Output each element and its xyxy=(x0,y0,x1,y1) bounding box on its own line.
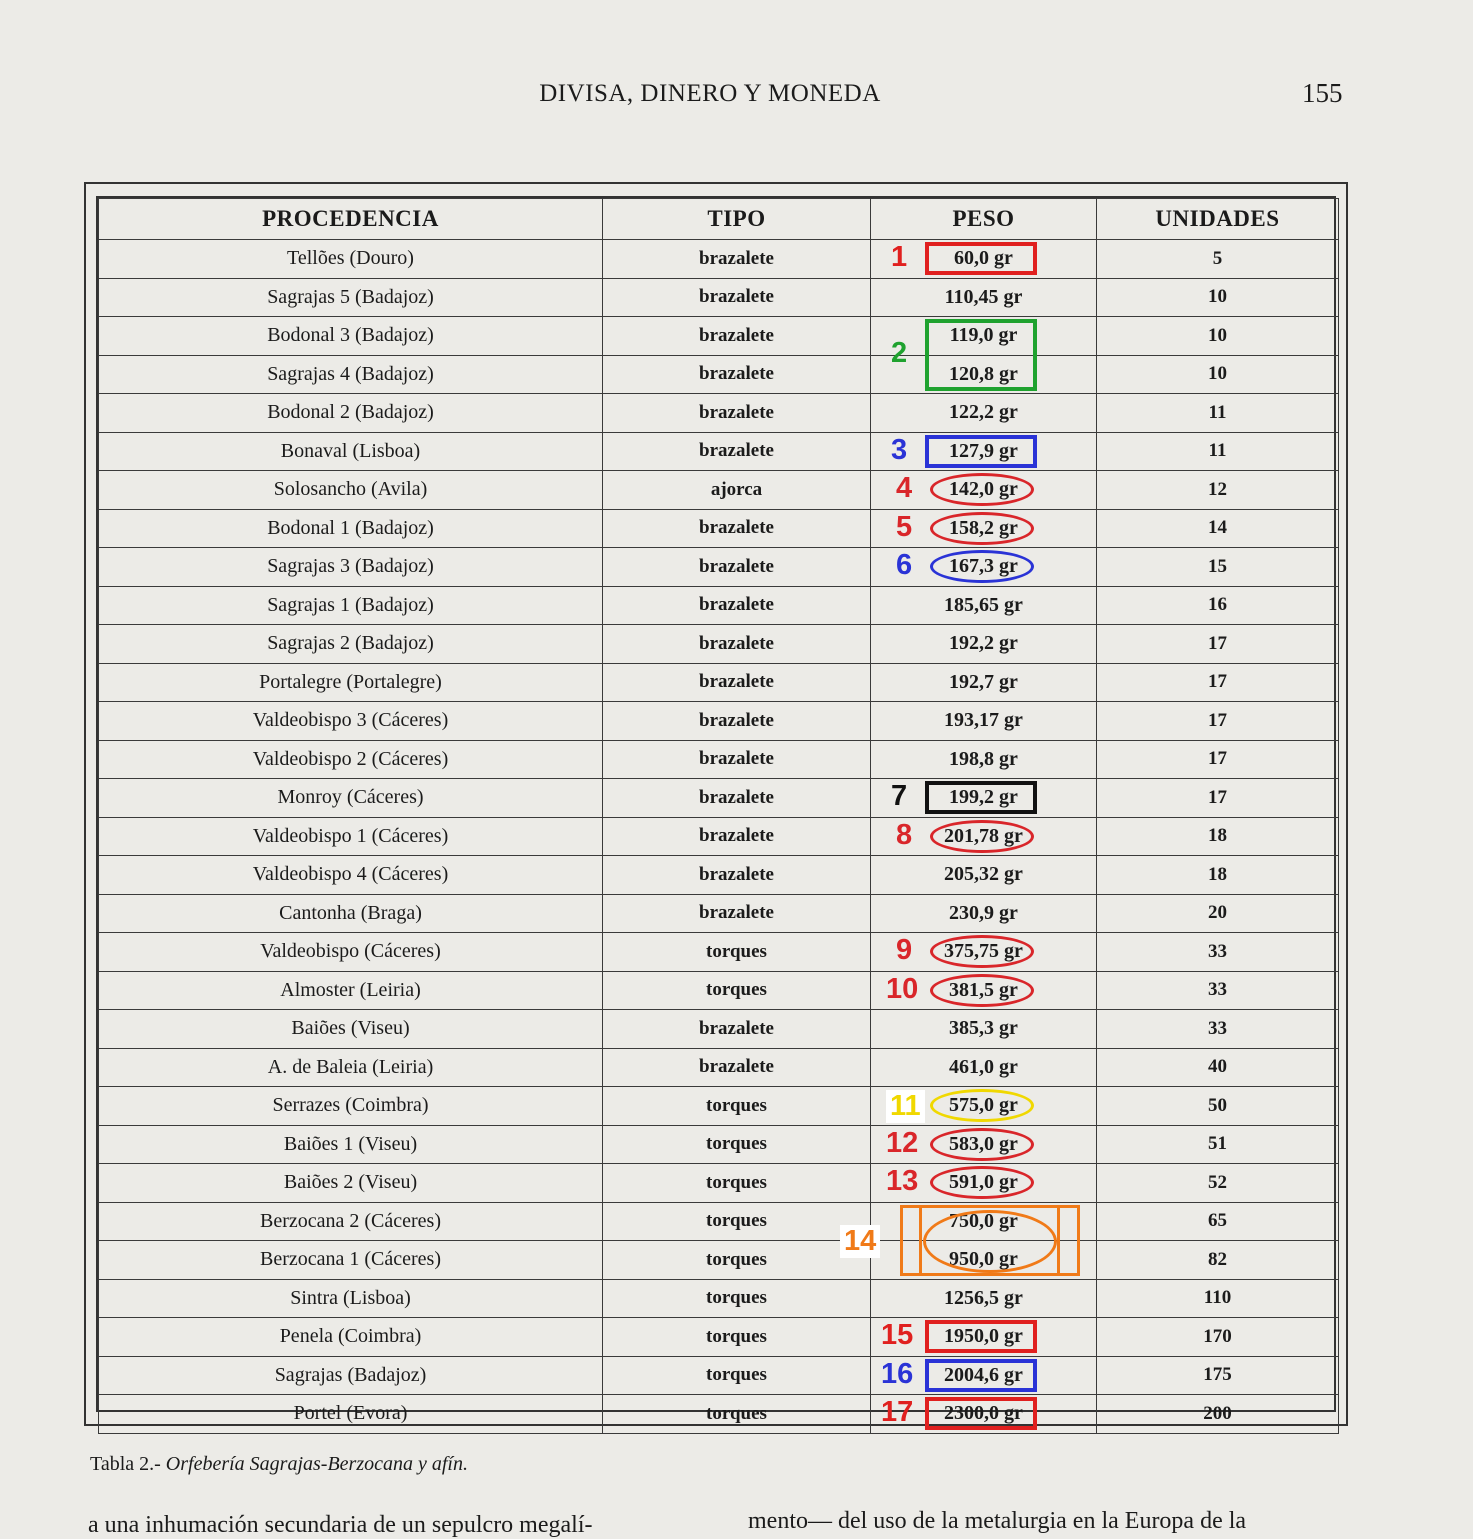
annotation-number: 7 xyxy=(891,779,908,812)
table-row xyxy=(99,355,1339,394)
cell-procedencia: Sagrajas 5 (Badajoz) xyxy=(99,278,603,317)
cell-procedencia: Baiões 1 (Viseu) xyxy=(99,1125,603,1164)
cell-unidades: 15 xyxy=(1097,548,1339,587)
annotation-number: 4 xyxy=(896,471,913,504)
cell-procedencia: Sagrajas 4 (Badajoz) xyxy=(99,355,603,394)
cell-unidades: 175 xyxy=(1097,1356,1339,1395)
cell-tipo: torques xyxy=(603,1241,871,1280)
cell-unidades: 40 xyxy=(1097,1048,1339,1087)
annotation-number: 1 xyxy=(891,240,908,273)
caption-text: Orfebería Sagrajas-Berzocana y afín. xyxy=(165,1453,468,1475)
cell-tipo: torques xyxy=(603,1279,871,1318)
annotation-number: 6 xyxy=(896,548,913,581)
cell-unidades: 17 xyxy=(1097,625,1339,664)
cell-procedencia: Bonaval (Lisboa) xyxy=(99,432,603,471)
table-row xyxy=(99,663,1339,702)
cell-tipo: brazalete xyxy=(603,702,871,741)
table-row xyxy=(99,432,1339,471)
cell-peso: 120,8 gr xyxy=(871,355,1097,394)
annotation-number: 13 xyxy=(886,1164,919,1197)
cell-unidades: 5 xyxy=(1097,240,1339,279)
body-text-left: a una inhumación secundaria de un sepulcro megalí- xyxy=(88,1512,593,1538)
table-body xyxy=(99,240,1339,1434)
cell-tipo: brazalete xyxy=(603,779,871,818)
cell-peso: 122,2 gr xyxy=(871,394,1097,433)
cell-tipo: torques xyxy=(603,971,871,1010)
cell-peso: 1950,0 gr xyxy=(871,1318,1097,1357)
cell-procedencia: Valdeobispo 3 (Cáceres) xyxy=(99,702,603,741)
cell-unidades: 82 xyxy=(1097,1241,1339,1280)
cell-procedencia: Monroy (Cáceres) xyxy=(99,779,603,818)
cell-unidades: 17 xyxy=(1097,740,1339,779)
cell-procedencia: Sagrajas 3 (Badajoz) xyxy=(99,548,603,587)
table-row xyxy=(99,317,1339,356)
cell-unidades: 200 xyxy=(1097,1395,1339,1434)
cell-procedencia: Sagrajas 2 (Badajoz) xyxy=(99,625,603,664)
header-unidades: UNIDADES xyxy=(1097,199,1339,240)
table-row xyxy=(99,278,1339,317)
cell-peso: 201,78 gr xyxy=(871,817,1097,856)
cell-tipo: brazalete xyxy=(603,817,871,856)
table-row xyxy=(99,702,1339,741)
annotation-number: 9 xyxy=(896,933,913,966)
page-number: 155 xyxy=(1302,78,1343,108)
table-row xyxy=(99,971,1339,1010)
cell-unidades: 10 xyxy=(1097,355,1339,394)
table-row xyxy=(99,779,1339,818)
annotation-number: 2 xyxy=(891,337,908,369)
cell-peso: 119,0 gr xyxy=(871,317,1097,356)
table-row xyxy=(99,933,1339,972)
cell-procedencia: Almoster (Leiria) xyxy=(99,971,603,1010)
cell-peso: 167,3 gr xyxy=(871,548,1097,587)
cell-peso: 193,17 gr xyxy=(871,702,1097,741)
cell-unidades: 33 xyxy=(1097,1010,1339,1049)
cell-procedencia: Valdeobispo (Cáceres) xyxy=(99,933,603,972)
cell-unidades: 14 xyxy=(1097,509,1339,548)
table-row xyxy=(99,894,1339,933)
cell-tipo: brazalete xyxy=(603,394,871,433)
table-row xyxy=(99,586,1339,625)
annotation-number: 17 xyxy=(881,1395,914,1428)
cell-tipo: brazalete xyxy=(603,240,871,279)
table-row xyxy=(99,240,1339,279)
cell-tipo: brazalete xyxy=(603,740,871,779)
cell-unidades: 16 xyxy=(1097,586,1339,625)
annotation-number: 10 xyxy=(886,972,919,1005)
cell-unidades: 33 xyxy=(1097,933,1339,972)
cell-unidades: 52 xyxy=(1097,1164,1339,1203)
cell-procedencia: Portalegre (Portalegre) xyxy=(99,663,603,702)
cell-tipo: brazalete xyxy=(603,856,871,895)
cell-procedencia: Baiões 2 (Viseu) xyxy=(99,1164,603,1203)
cell-procedencia: Bodonal 3 (Badajoz) xyxy=(99,317,603,356)
cell-tipo: brazalete xyxy=(603,548,871,587)
table-row xyxy=(99,856,1339,895)
cell-peso: 575,0 gr xyxy=(871,1087,1097,1126)
cell-procedencia: Sintra (Lisboa) xyxy=(99,1279,603,1318)
cell-peso: 2004,6 gr xyxy=(871,1356,1097,1395)
cell-peso: 750,0 gr xyxy=(871,1202,1097,1241)
header-peso: PESO xyxy=(871,199,1097,240)
cell-unidades: 12 xyxy=(1097,471,1339,510)
cell-tipo: torques xyxy=(603,1202,871,1241)
cell-tipo: brazalete xyxy=(603,1010,871,1049)
cell-unidades: 17 xyxy=(1097,702,1339,741)
cell-peso: 127,9 gr xyxy=(871,432,1097,471)
cell-unidades: 50 xyxy=(1097,1087,1339,1126)
annotation-number: 5 xyxy=(896,510,913,543)
annotation-number: 3 xyxy=(891,433,908,466)
annotation-number: 11 xyxy=(886,1090,925,1123)
table-row xyxy=(99,817,1339,856)
cell-peso: 60,0 gr xyxy=(871,240,1097,279)
cell-procedencia: Tellões (Douro) xyxy=(99,240,603,279)
cell-unidades: 33 xyxy=(1097,971,1339,1010)
cell-unidades: 18 xyxy=(1097,817,1339,856)
header-procedencia: PROCEDENCIA xyxy=(99,199,603,240)
cell-tipo: brazalete xyxy=(603,355,871,394)
cell-procedencia: Valdeobispo 1 (Cáceres) xyxy=(99,817,603,856)
table-row xyxy=(99,548,1339,587)
table-row xyxy=(99,1241,1339,1280)
table-row xyxy=(99,1164,1339,1203)
cell-peso: 461,0 gr xyxy=(871,1048,1097,1087)
table-caption xyxy=(90,1453,468,1476)
annotation-number: 14 xyxy=(840,1225,880,1258)
caption-label: Tabla 2.- xyxy=(90,1453,161,1475)
cell-peso: 198,8 gr xyxy=(871,740,1097,779)
cell-unidades: 17 xyxy=(1097,663,1339,702)
cell-peso: 142,0 gr xyxy=(871,471,1097,510)
cell-unidades: 20 xyxy=(1097,894,1339,933)
cell-tipo: torques xyxy=(603,1318,871,1357)
table-row xyxy=(99,471,1339,510)
annotation-number: 16 xyxy=(881,1357,914,1390)
cell-peso: 950,0 gr xyxy=(871,1241,1097,1280)
cell-peso: 1256,5 gr xyxy=(871,1279,1097,1318)
table-row xyxy=(99,1318,1339,1357)
cell-procedencia: Serrazes (Coimbra) xyxy=(99,1087,603,1126)
cell-tipo: torques xyxy=(603,1087,871,1126)
table-row xyxy=(99,1395,1339,1434)
cell-procedencia: Bodonal 1 (Badajoz) xyxy=(99,509,603,548)
cell-procedencia: Portel (Evora) xyxy=(99,1395,603,1434)
cell-peso: 385,3 gr xyxy=(871,1010,1097,1049)
cell-unidades: 11 xyxy=(1097,394,1339,433)
table-row xyxy=(99,1048,1339,1087)
cell-unidades: 51 xyxy=(1097,1125,1339,1164)
cell-tipo: brazalete xyxy=(603,1048,871,1087)
weights-table xyxy=(98,198,1339,1434)
cell-peso: 158,2 gr xyxy=(871,509,1097,548)
table-row xyxy=(99,625,1339,664)
cell-unidades: 11 xyxy=(1097,432,1339,471)
cell-peso: 2300,0 gr xyxy=(871,1395,1097,1434)
cell-tipo: brazalete xyxy=(603,894,871,933)
table-row xyxy=(99,1279,1339,1318)
cell-procedencia: Valdeobispo 4 (Cáceres) xyxy=(99,856,603,895)
cell-peso: 110,45 gr xyxy=(871,278,1097,317)
table-row xyxy=(99,394,1339,433)
cell-tipo: torques xyxy=(603,1125,871,1164)
cell-procedencia: Berzocana 2 (Cáceres) xyxy=(99,1202,603,1241)
cell-tipo: brazalete xyxy=(603,317,871,356)
cell-procedencia: Cantonha (Braga) xyxy=(99,894,603,933)
cell-procedencia: Penela (Coimbra) xyxy=(99,1318,603,1357)
table-container xyxy=(96,196,1336,1428)
cell-unidades: 10 xyxy=(1097,317,1339,356)
cell-unidades: 17 xyxy=(1097,779,1339,818)
cell-procedencia: Sagrajas (Badajoz) xyxy=(99,1356,603,1395)
table-header-row xyxy=(99,199,1339,240)
cell-tipo: ajorca xyxy=(603,471,871,510)
table-row xyxy=(99,1010,1339,1049)
cell-tipo: torques xyxy=(603,1395,871,1434)
cell-unidades: 10 xyxy=(1097,278,1339,317)
cell-procedencia: Berzocana 1 (Cáceres) xyxy=(99,1241,603,1280)
cell-procedencia: Baiões (Viseu) xyxy=(99,1010,603,1049)
cell-unidades: 18 xyxy=(1097,856,1339,895)
header-tipo: TIPO xyxy=(603,199,871,240)
cell-unidades: 110 xyxy=(1097,1279,1339,1318)
annotation-number: 8 xyxy=(896,818,913,851)
cell-procedencia: Bodonal 2 (Badajoz) xyxy=(99,394,603,433)
table-row xyxy=(99,1087,1339,1126)
table-row xyxy=(99,1356,1339,1395)
annotation-number: 15 xyxy=(881,1318,914,1351)
cell-peso: 185,65 gr xyxy=(871,586,1097,625)
cell-peso: 591,0 gr xyxy=(871,1164,1097,1203)
table-frame xyxy=(84,182,1348,1426)
cell-tipo: brazalete xyxy=(603,625,871,664)
cell-procedencia: Solosancho (Avila) xyxy=(99,471,603,510)
cell-procedencia: Sagrajas 1 (Badajoz) xyxy=(99,586,603,625)
cell-tipo: torques xyxy=(603,933,871,972)
cell-peso: 583,0 gr xyxy=(871,1125,1097,1164)
cell-peso: 381,5 gr xyxy=(871,971,1097,1010)
cell-peso: 230,9 gr xyxy=(871,894,1097,933)
cell-unidades: 170 xyxy=(1097,1318,1339,1357)
cell-peso: 205,32 gr xyxy=(871,856,1097,895)
body-text-right: mento— del uso de la metalurgia en la Europa de la xyxy=(748,1508,1247,1534)
cell-tipo: torques xyxy=(603,1164,871,1203)
running-title: DIVISA, DINERO Y MONEDA xyxy=(539,80,881,107)
cell-tipo: brazalete xyxy=(603,586,871,625)
cell-tipo: torques xyxy=(603,1356,871,1395)
cell-peso: 199,2 gr xyxy=(871,779,1097,818)
table-row xyxy=(99,740,1339,779)
cell-peso: 192,2 gr xyxy=(871,625,1097,664)
cell-tipo: brazalete xyxy=(603,278,871,317)
cell-tipo: brazalete xyxy=(603,432,871,471)
cell-unidades: 65 xyxy=(1097,1202,1339,1241)
cell-tipo: brazalete xyxy=(603,663,871,702)
cell-procedencia: Valdeobispo 2 (Cáceres) xyxy=(99,740,603,779)
cell-tipo: brazalete xyxy=(603,509,871,548)
annotation-number: 12 xyxy=(886,1126,919,1159)
cell-procedencia: A. de Baleia (Leiria) xyxy=(99,1048,603,1087)
cell-peso: 192,7 gr xyxy=(871,663,1097,702)
table-row xyxy=(99,509,1339,548)
table-row xyxy=(99,1125,1339,1164)
table-row xyxy=(99,1202,1339,1241)
cell-peso: 375,75 gr xyxy=(871,933,1097,972)
